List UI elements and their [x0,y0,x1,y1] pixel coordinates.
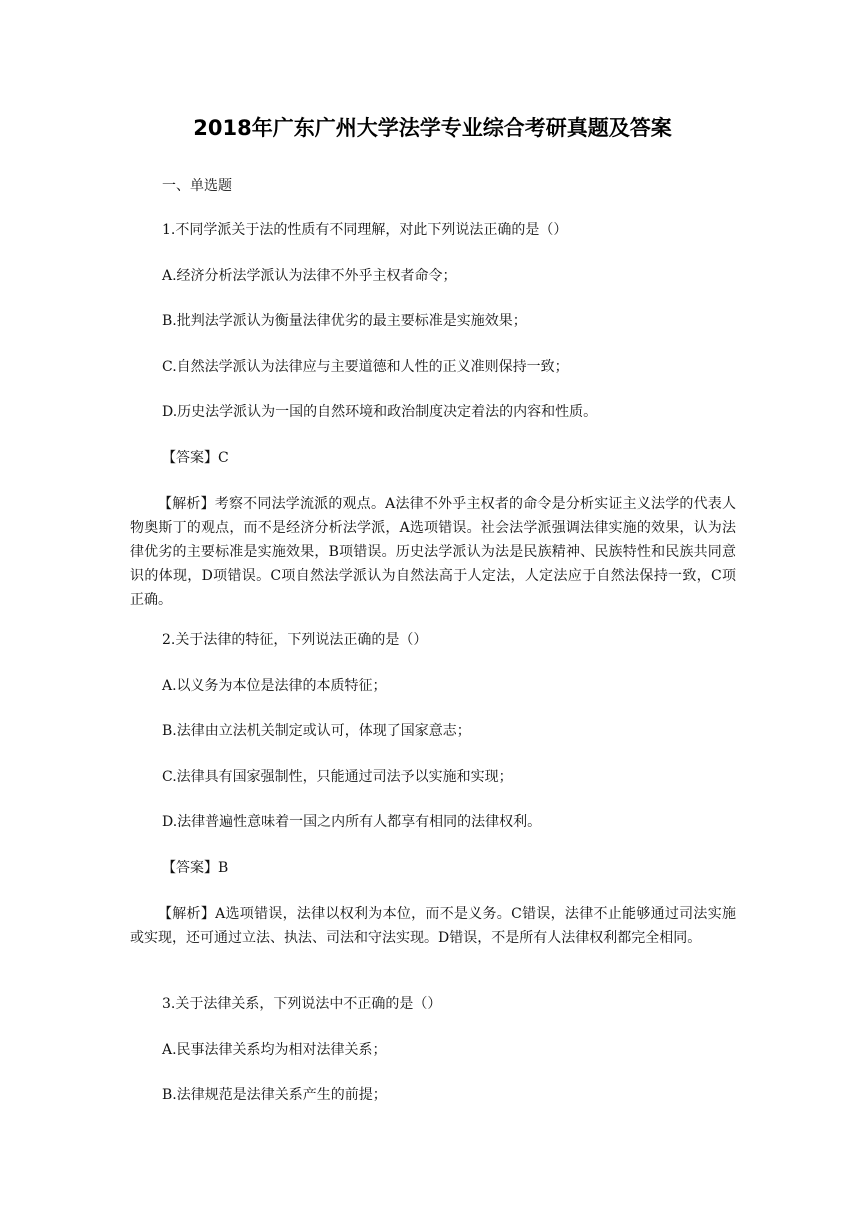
question-2-option-c: C.法律具有国家强制性，只能通过司法予以实施和实现； [162,769,513,785]
question-3-stem: 3.关于法律关系，下列说法中不正确的是（） [162,996,442,1012]
question-2-option-b: B.法律由立法机关制定或认可，体现了国家意志； [162,723,471,739]
question-2-option-d: D.法律普遍性意味着一国之内所有人都享有相同的法律权利。 [162,814,542,830]
question-1-option-d: D.历史法学派认为一国的自然环境和政治制度决定着法的内容和性质。 [162,404,598,420]
question-1-option-c: C.自然法学派认为法律应与主要道德和人性的正义准则保持一致； [162,359,569,375]
question-1-option-a: A.经济分析法学派认为法律不外乎主权者命令； [162,268,457,284]
section-heading: 一、单选题 [162,178,232,194]
question-2-option-a: A.以义务为本位是法律的本质特征； [162,678,387,694]
question-1-analysis: 【解析】考察不同法学流派的观点。A法律不外乎主权者的命令是分析实证主义法学的代表人物奥斯丁的观点，而不是经济分析法学派，A选项错误。社会法学派强调法律实施的效果，认为法律优劣的主要标准是实施效果，B项错误。历史法学派认为法是民族精神、民族特性和民族共同意识的体现，D项错误。C项自然法学派认为自然法高于人定法，人定法应于自然法保持一致，C项正确。 [130,496,736,608]
question-2-stem: 2.关于法律的特征，下列说法正确的是（） [162,632,428,648]
question-2-analysis: 【解析】A选项错误，法律以权利为本位，而不是义务。C错误，法律不止能够通过司法实施或实现，还可通过立法、执法、司法和守法实现。D错误，不是所有人法律权利都完全相同。 [130,906,736,946]
question-2-answer: 【答案】B [162,860,229,876]
question-3-option-a: A.民事法律关系均为相对法律关系； [162,1042,387,1058]
question-1-stem: 1.不同学派关于法的性质有不同理解，对此下列说法正确的是（） [162,222,568,238]
question-1-answer: 【答案】C [162,450,229,466]
document-title: 2018年广东广州大学法学专业综合考研真题及答案 [193,116,672,140]
question-3-option-b: B.法律规范是法律关系产生的前提； [162,1087,387,1103]
question-1-option-b: B.批判法学派认为衡量法律优劣的最主要标准是实施效果； [162,313,527,329]
